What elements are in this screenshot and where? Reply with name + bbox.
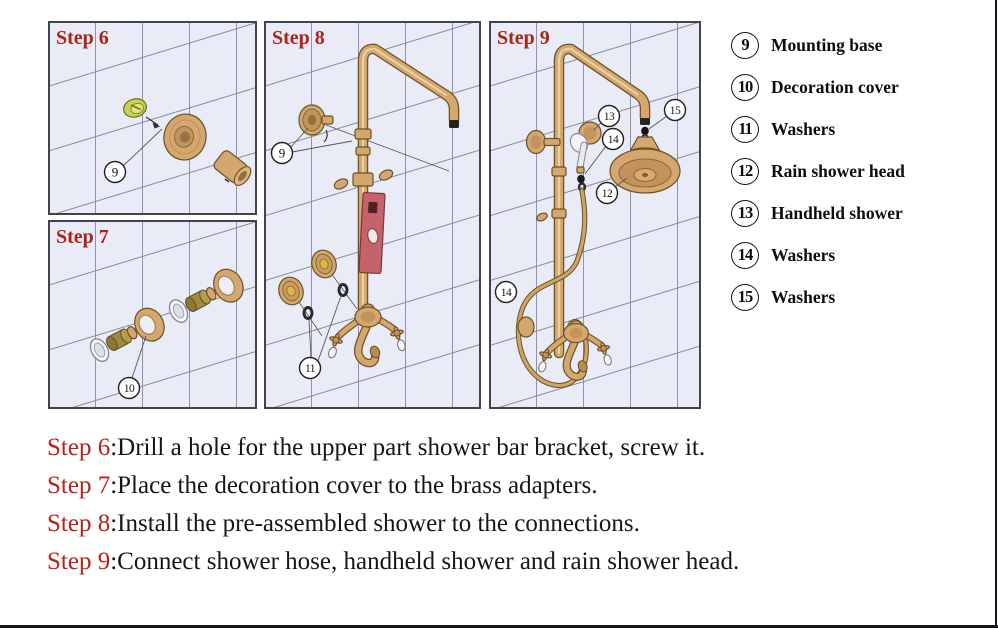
callout-12: [597, 183, 618, 204]
svg-text:13: 13: [603, 111, 615, 123]
panel-step-7: [48, 220, 257, 409]
panel-step-8-label: Step 8: [272, 27, 325, 49]
instruction-step-8-text: :Install the pre-assembled shower to the connections.: [110, 510, 640, 537]
callout-14-low: [496, 282, 517, 303]
svg-text:9: 9: [278, 145, 286, 161]
svg-text:14: 14: [500, 287, 512, 299]
legend-label: Washers: [771, 118, 836, 139]
instruction-step-7: [47, 471, 739, 500]
callout-11-badge: 11: [731, 116, 759, 143]
callout-15-badge: 15: [731, 284, 759, 311]
panel-step-6-label: Step 6: [56, 27, 109, 49]
instruction-step-6-text: :Drill a hole for the upper part shower bar bracket, screw it.: [110, 434, 706, 461]
svg-text:10: 10: [123, 383, 135, 395]
legend-item-washers-15: [731, 283, 905, 311]
instruction-step-7-label: Step 7: [47, 472, 111, 499]
instruction-text-block: [47, 433, 739, 585]
callout-10: [119, 378, 140, 399]
instruction-step-6-label: Step 6: [47, 434, 111, 461]
panel-step-9: [489, 21, 701, 409]
legend-label: Mounting base: [771, 34, 883, 55]
legend-label: Decoration cover: [771, 76, 899, 97]
parts-legend: [731, 31, 905, 325]
legend-item-washers-14: [731, 241, 905, 269]
instruction-step-9-text: :Connect shower hose, handheld shower and rain shower head.: [110, 548, 740, 575]
panel-step-8: [264, 21, 481, 409]
instruction-step-9-label: Step 9: [47, 548, 111, 575]
callout-14-badge: 14: [731, 242, 759, 269]
legend-item-decoration-cover: [731, 73, 905, 101]
svg-text:15: 15: [669, 105, 681, 117]
callout-13: [599, 106, 620, 127]
callout-9: [105, 162, 126, 183]
svg-text:11: 11: [304, 363, 316, 375]
instruction-step-8-label: Step 8: [47, 510, 111, 537]
svg-text:12: 12: [601, 188, 613, 200]
svg-text:14: 14: [607, 134, 619, 146]
callout-9-badge: 9: [731, 32, 759, 59]
legend-label: Washers: [771, 244, 836, 265]
bar-end-tip: [449, 120, 459, 128]
wall-flange-drawing: [518, 317, 534, 337]
instruction-step-7-text: :Place the decoration cover to the brass adapters.: [110, 472, 598, 499]
callout-14: [603, 129, 624, 150]
legend-label: Washers: [771, 286, 836, 307]
callout-11: [300, 358, 321, 379]
instruction-step-6: [47, 433, 739, 462]
callout-12-badge: 12: [731, 158, 759, 185]
mixer-panel-drawing: [359, 192, 385, 273]
callout-9: [272, 143, 293, 164]
instruction-step-9: [47, 547, 739, 576]
legend-label: Rain shower head: [771, 160, 905, 181]
legend-item-washers-11: [731, 115, 905, 143]
legend-item-mounting-base: [731, 31, 905, 59]
instruction-step-8: [47, 509, 739, 538]
legend-item-rain-shower-head: [731, 157, 905, 185]
bottom-border-line: [0, 625, 998, 628]
callout-13-badge: 13: [731, 200, 759, 227]
svg-text:9: 9: [111, 164, 119, 180]
panel-step-7-label: Step 7: [56, 226, 109, 248]
legend-label: Handheld shower: [771, 202, 903, 223]
panel-step-6: [48, 21, 257, 215]
callout-15: [665, 100, 686, 121]
panel-step-9-label: Step 9: [497, 27, 550, 49]
callout-10-badge: 10: [731, 74, 759, 101]
legend-item-handheld-shower: [731, 199, 905, 227]
right-border-line: [995, 0, 997, 628]
washer-drawing: [577, 175, 585, 184]
